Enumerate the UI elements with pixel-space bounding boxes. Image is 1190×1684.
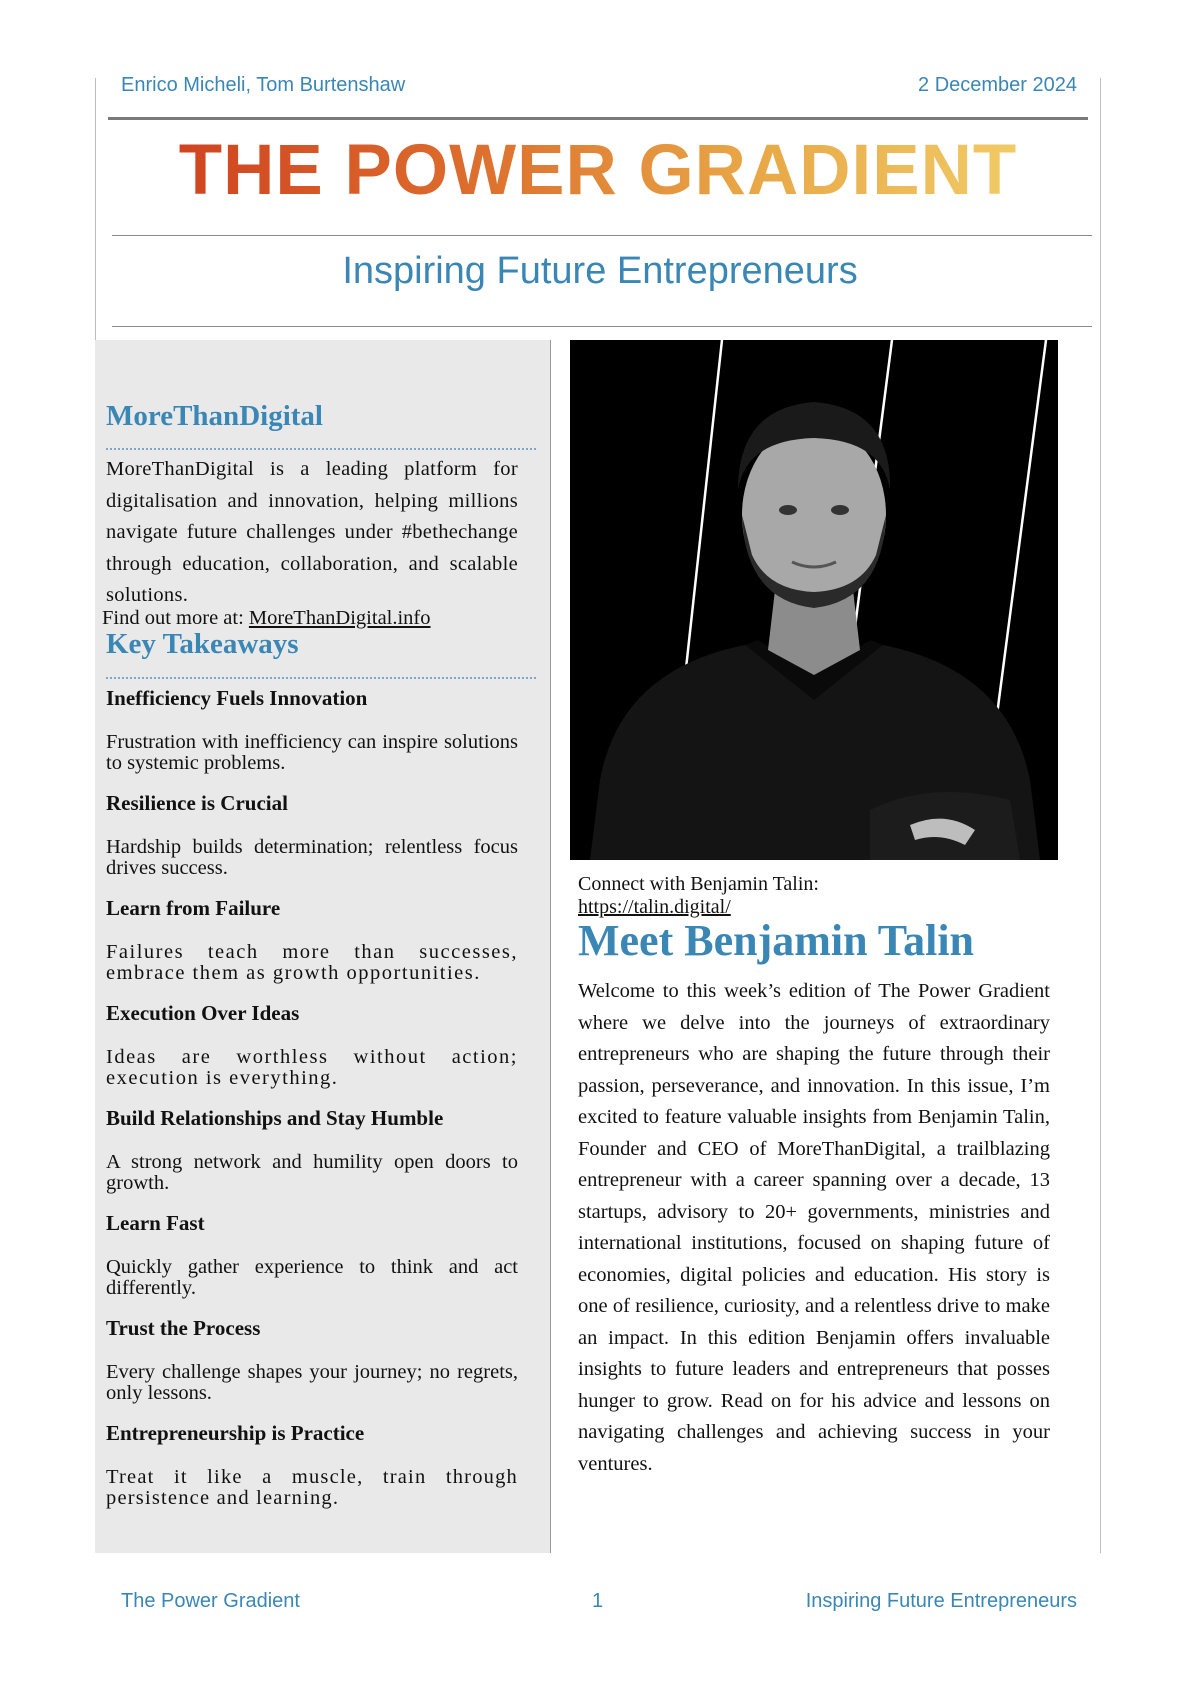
left-border [95,78,96,340]
photo-caption [578,873,819,919]
portrait-photo [570,340,1058,860]
takeaway-title: Resilience is Crucial [106,791,288,815]
takeaway-text: A strong network and humility open doors to growth. [106,1151,518,1194]
dotted-rule [106,677,536,679]
takeaway-title: Build Relationships and Stay Humble [106,1106,444,1130]
find-more-label: Find out more at: [102,607,249,629]
find-more [102,607,431,630]
issue-date: 2 December 2024 [918,74,1077,96]
page-number: 1 [592,1590,604,1612]
column-divider [550,340,551,1553]
takeaways-heading: Key Takeaways [106,628,299,660]
masthead-title: THE POWER GRADIENT [108,126,1088,216]
about-heading: MoreThanDigital [106,400,323,432]
article-body: Welcome to this week’s edition of The Power Gradient where we delve into the journeys of extraordinary entrepreneurs who are shaping the future through their passion, perseverance, and innovation. In this issue, I’m excited to feature valuable insights from Benjamin Talin, Founder and CEO of MoreThanDigital, a trailblazing entrepreneur with a career spanning over a decade, 13 startups, advisory to 20+ governments, ministries and international institutions, focused on shaping future of economies, digital policies and education. His story is one of resilience, curiosity, and a relentless drive to make an impact. In this edition Benjamin offers invaluable insights to future leaders and entrepreneurs that posses hunger to grow. Read on for his advice and lessons on navigating challenges and achieving success in your ventures. [578,980,1050,1475]
takeaway-text: Failures teach more than successes, embrace them as growth opportunities. [106,941,518,984]
caption-label: Connect with Benjamin Talin: [578,873,819,895]
takeaway-text: Every challenge shapes your journey; no regrets, only lessons. [106,1361,518,1404]
talin-link[interactable]: https://talin.digital/ [578,896,731,918]
takeaway-title: Learn Fast [106,1211,205,1235]
takeaway-text: Frustration with inefficiency can inspire solutions to systemic problems. [106,731,518,774]
masthead-rule [108,117,1088,120]
takeaway-title: Inefficiency Fuels Innovation [106,686,368,710]
takeaway-text: Ideas are worthless without action; execution is everything. [106,1046,518,1089]
tagline: Inspiring Future Entrepreneurs [342,250,858,292]
takeaway-text: Treat it like a muscle, train through persistence and learning. [106,1466,518,1509]
author-line: Enrico Micheli, Tom Burtenshaw [121,74,406,96]
takeaway-title: Execution Over Ideas [106,1001,300,1025]
takeaway-title: Entrepreneurship is Practice [106,1421,365,1445]
about-text: MoreThanDigital is a leading platform for digitalisation and innovation, helping millions navigate future challenges under #bethechange through education, collaboration, and scalable solutions. [106,458,518,606]
takeaway-title: Trust the Process [106,1316,261,1340]
dotted-rule [106,448,536,450]
footer-title: The Power Gradient [121,1590,300,1612]
divider [112,326,1092,327]
morethandigital-link[interactable]: MoreThanDigital.info [248,607,431,629]
takeaway-text: Hardship builds determination; relentless focus drives success. [106,836,518,879]
right-border [1100,78,1101,1553]
portrait-illustration [570,340,1058,860]
divider [112,235,1092,236]
takeaway-text: Quickly gather experience to think and act differently. [106,1256,518,1299]
takeaway-title: Learn from Failure [106,896,281,920]
footer-tagline: Inspiring Future Entrepreneurs [805,1590,1077,1612]
article-heading: Meet Benjamin Talin [578,916,975,965]
